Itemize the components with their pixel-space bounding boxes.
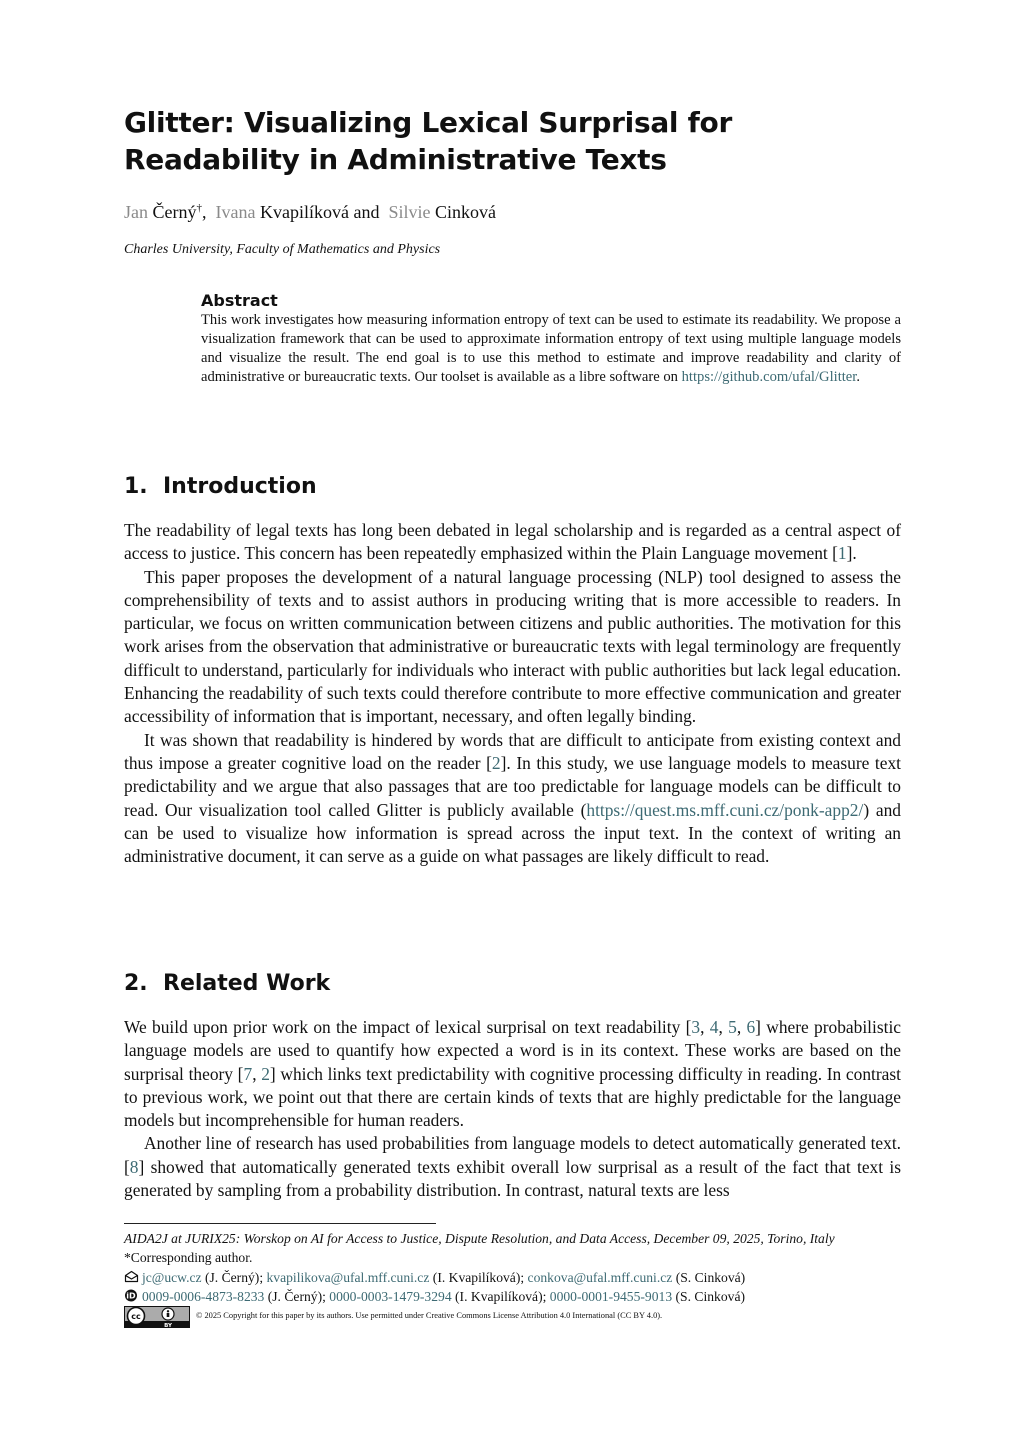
abstract-text	[201, 311, 901, 387]
text-run: ] showed that automatically generated texts exhibit overall low surprisal as a result of the fact that text is generated by sampling from a probability distribution. In contrast, natural texts are less	[124, 1156, 901, 1201]
citation-link[interactable]: 7	[243, 1063, 253, 1084]
author-separator: ,	[202, 202, 216, 222]
paragraph: This paper proposes the development of a natural language processing (NLP) tool designed to assess the comprehensibility of texts and to assist authors in producing writing that is more accessible to readers. In particular, we focus on written communication between citizens and public authorities. The motivation for this work arises from the observation that administrative or bureaucratic texts with legal terminology are frequently difficult to understand, particularly for individuals who interact with public authorities but lack legal education. Enhancing the readability of such texts could therefore contribute to more effective communication and greater accessibility of information that is important, necessary, and often legally binding.	[124, 566, 901, 727]
cc-by-license-icon	[124, 1306, 190, 1328]
abstract-heading: Abstract	[201, 291, 278, 310]
text-run: (S. Cinková)	[672, 1269, 746, 1285]
author-family-name: Cinková	[434, 202, 496, 222]
related-work-body	[124, 1016, 901, 1202]
paragraph	[124, 729, 901, 869]
citation-link[interactable]: 1	[837, 543, 847, 564]
copyright-notice: © 2025 Copyright for this paper by its authors. Use permitted under Creative Commons License Attribution 4.0 International (CC BY 4.0).	[196, 1311, 663, 1320]
text-run: ] where probabilistic language models are used to quantify how expected a word is in its context. These works are based on the surprisal theory [	[124, 1017, 901, 1084]
text-run: ) and can be used to visualize how information is spread across the input text. In the context of writing an administrative document, it can serve as a guide on what passages are likely difficult to read.	[124, 799, 901, 867]
citation-link[interactable]: 5	[728, 1017, 737, 1037]
svg-text:iD: iD	[126, 1291, 136, 1301]
email-link[interactable]: jc@ucw.cz	[142, 1269, 202, 1285]
citation-link[interactable]: 8	[129, 1156, 139, 1177]
email-link[interactable]: kvapilikova@ufal.mff.cuni.cz	[266, 1269, 430, 1285]
abstract-end: .	[856, 369, 860, 385]
cc-mark: cc	[131, 1312, 141, 1321]
text-run: (J. Černý);	[264, 1288, 330, 1304]
author-given-name: Jan	[124, 202, 148, 222]
section-title: Related Work	[163, 971, 331, 996]
text-run: (S. Cinková)	[672, 1288, 745, 1304]
citation-link[interactable]: 2	[261, 1063, 270, 1084]
orcid-line	[124, 1287, 914, 1306]
text-run: ]. In this study, we use language models to measure text predictability and we argue that also passages that are too predictable for language models can be difficult to read. Our visualization tool called Glitter is publicly available (	[124, 752, 902, 820]
affiliation: Charles University, Faculty of Mathematics and Physics	[124, 242, 441, 257]
citation-link[interactable]: 2	[491, 752, 501, 773]
author-given-name: Silvie	[388, 202, 431, 222]
paragraph	[124, 519, 901, 566]
footnotes	[124, 1229, 914, 1306]
text-run: (I. Kvapilíková);	[451, 1288, 550, 1304]
email-link[interactable]: conkova@ufal.mff.cuni.cz	[527, 1269, 673, 1285]
author-given-name: Ivana	[215, 202, 256, 222]
paragraph	[124, 1132, 901, 1202]
corresponding-note: *Corresponding author.	[124, 1250, 253, 1266]
by-mark: BY	[164, 1323, 172, 1328]
author-family-name: Černý	[152, 202, 197, 222]
citation-link[interactable]: 6	[746, 1017, 756, 1037]
text-run: ] which links text predictability with cognitive processing difficulty in reading. In contrast to previous work, we point out that there are certain kinds of texts that are highly predictable for the language models but incomprehensible for human readers.	[124, 1063, 901, 1131]
citation-link[interactable]: 3	[691, 1017, 701, 1037]
author-family-name: Kvapilíková	[259, 202, 349, 222]
section-heading-introduction	[124, 473, 317, 501]
section-number: 2.	[124, 971, 148, 996]
abstract-block	[201, 291, 901, 387]
author-list	[124, 196, 496, 224]
glitter-app-link[interactable]: https://quest.ms.mff.cuni.cz/ponk-app2/	[586, 799, 864, 820]
paragraph: We build upon prior work on the impact of lexical surprisal on text readability [3, 4, 5, 6] where probabilistic language models are used to quantify how expected a word is in its context. These works are based on the surprisal theory [7, 2] which links text predictability with cognitive processing difficulty in reading. In contrast to previous work, we point out that there are certain kinds of texts that are highly predictable for the language models but incomprehensible for human readers.	[124, 1017, 901, 1131]
footnote-rule	[124, 1223, 436, 1224]
author-mark: †	[196, 202, 202, 214]
section-heading-related-work	[124, 970, 330, 998]
orcid-link[interactable]: 0000-0003-1479-3294	[329, 1288, 452, 1304]
venue-note: AIDA2J at JURIX25: Worskop on AI for Access to Justice, Dispute Resolution, and Data Access, December 09, 2025, Torino, Italy	[124, 1231, 835, 1246]
text-run: It was shown that readability is hindered by words that are difficult to anticipate from existing context and thus impose a greater cognitive load on the reader [	[124, 729, 901, 773]
orcid-icon	[124, 1289, 139, 1302]
section-title: Introduction	[163, 474, 317, 499]
text-run: ].	[846, 543, 857, 564]
text-run: (I. Kvapilíková);	[429, 1269, 528, 1285]
introduction-body	[124, 519, 901, 868]
email-line	[124, 1268, 914, 1287]
paper-title: Glitter: Visualizing Lexical Surprisal for Readability in Administrative Texts	[124, 106, 732, 176]
abstract-body: This work investigates how measuring information entropy of text can be used to estimate its readability. We propose a visualization framework that can be used to approximate information entropy of text using multiple language models and visualize the result. The end goal is to use this method to estimate and improve readability and clarity of administrative or bureaucratic texts. Our toolset is available as a libre software on	[201, 312, 901, 385]
github-link[interactable]: https://github.com/ufal/Glitter	[681, 369, 857, 385]
text-run: Another line of research has used probabilities from language models to detect automatically generated text. [	[124, 1133, 901, 1177]
author-separator: and	[348, 202, 389, 222]
text-run: The readability of legal texts has long been debated in legal scholarship and is regarded as a central aspect of access to justice. This concern has been repeatedly emphasized within the Plain Language movement [	[124, 520, 901, 564]
text-run: We build upon prior work on the impact of lexical surprisal on text readability [	[124, 1017, 692, 1037]
citation-link[interactable]: 4	[709, 1017, 719, 1037]
orcid-link[interactable]: 0000-0001-9455-9013	[549, 1288, 673, 1304]
section-number: 1.	[124, 474, 148, 499]
envelope-icon	[124, 1270, 139, 1283]
text-run: (J. Černý);	[201, 1269, 267, 1285]
orcid-link[interactable]: 0009-0006-4873-8233	[142, 1288, 265, 1304]
